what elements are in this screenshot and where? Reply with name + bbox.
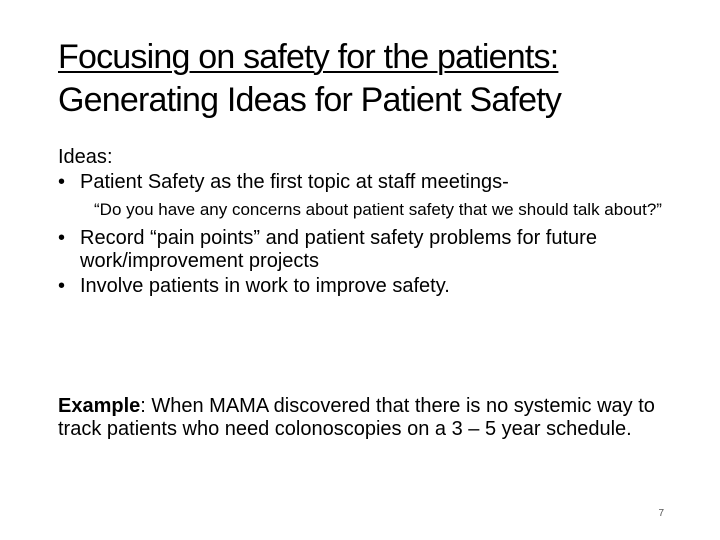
slide-title	[58, 36, 698, 122]
ideas-heading-colon: :	[106, 146, 113, 168]
bullet-glyph: •	[58, 227, 66, 249]
title-line-1: Focusing on safety for the patients:	[58, 38, 559, 76]
bullet-text-1: Patient Safety as the first topic at staff meetings-	[80, 171, 509, 193]
bullet-item-2	[58, 227, 678, 273]
bullet-glyph: •	[58, 275, 66, 297]
ideas-heading-label: Ideas	[58, 146, 107, 168]
example-label: Example	[58, 395, 141, 417]
ideas-section	[58, 146, 678, 298]
example-text: : When MAMA discovered that there is no systemic way to track patients who need colonoscopies on a 3 – 5 year schedule.	[58, 395, 655, 440]
bullet-text-2: Record “pain points” and patient safety problems for future work/improvement projects	[80, 227, 597, 272]
title-line-2: Generating Ideas for Patient Safety	[58, 81, 562, 119]
bullet-text-3: Involve patients in work to improve safety.	[80, 275, 450, 297]
bullet-item-1	[58, 171, 678, 194]
example-paragraph	[58, 395, 678, 441]
bullet-glyph: •	[58, 171, 66, 193]
bullet-subtext-1: “Do you have any concerns about patient safety that we should talk about?”	[94, 200, 662, 219]
ideas-heading	[58, 146, 678, 169]
bullet-item-3	[58, 275, 678, 298]
page-number: 7	[658, 508, 664, 519]
